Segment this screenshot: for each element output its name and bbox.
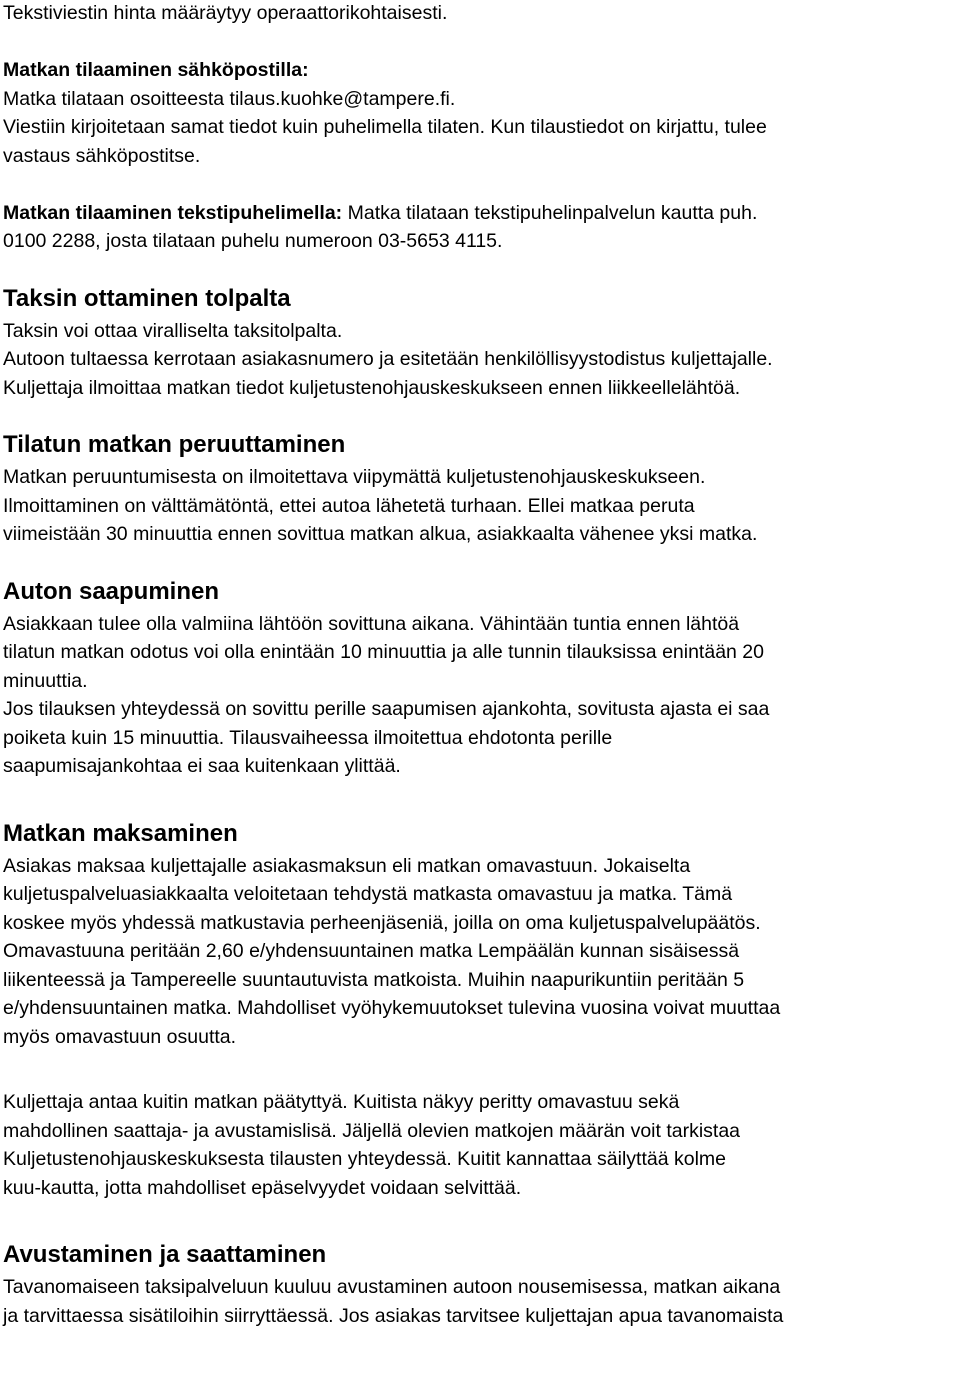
paragraph-line: Tavanomaiseen taksipalveluun kuuluu avustaminen autoon nousemisessa, matkan aikana — [3, 1276, 781, 1298]
paragraph-line: Autoon tultaessa kerrotaan asiakasnumero ja esitetään henkilöllisyystodistus kuljettajalle. — [3, 348, 773, 370]
spacer — [3, 28, 958, 57]
paragraph-line: Omavastuuna peritään 2,60 e/yhdensuuntainen matka Lempäälän kunnan sisäisessä — [3, 940, 740, 962]
paragraph-line: Matkan peruuntumisesta on ilmoitettava viipymättä kuljetustenohjauskeskukseen. — [3, 466, 706, 488]
paragraph-line: Matka tilataan osoitteesta tilaus.kuohke@tampere.fi. — [3, 87, 456, 110]
paragraph-line: Kuljettaja antaa kuitin matkan päätyttyä. Kuitista näkyy peritty omavastuu sekä — [3, 1091, 680, 1113]
payment-section — [3, 819, 958, 1203]
intro-text: Tekstiviestin hinta määräytyy operaattorikohtaisesti. — [3, 2, 448, 24]
textphone-order-line — [3, 199, 958, 228]
paragraph-line: Jos tilauksen yhteydessä on sovittu perille saapumisen ajankohta, sovitusta ajasta ei saa — [3, 698, 770, 720]
section-heading: Avustaminen ja saattaminen — [3, 1241, 327, 1268]
paragraph-line: koskee myös yhdessä matkustavia perheenjäseniä, joilla on oma kuljetuspalvelupäätös. — [3, 911, 761, 934]
section-heading: Taksin ottaminen tolpalta — [3, 284, 291, 312]
paragraph-line: e/yhdensuuntainen matka. Mahdolliset vyöhykemuutokset tulevina vuosina voivat muuttaa — [3, 997, 781, 1019]
paragraph-line: kuu-kautta, jotta mahdolliset epäselvyydet voidaan selvittää. — [3, 1176, 522, 1199]
assistance-section — [3, 1240, 958, 1330]
spacer — [3, 781, 958, 819]
section-heading: Matkan maksaminen — [3, 819, 238, 847]
paragraph-line: 0100 2288, josta tilataan puhelu numeroon 03-5653 4115. — [3, 230, 503, 252]
paragraph-line: minuuttia. — [3, 669, 88, 692]
paragraph-line: myös omavastuun osuutta. — [3, 1025, 237, 1048]
paragraph-line: Kuljettaja ilmoittaa matkan tiedot kuljetustenohjauskeskukseen ennen liikkeellelähtöä. — [3, 376, 741, 399]
spacer — [3, 1051, 958, 1088]
paragraph-line: Taksin voi ottaa viralliselta taksitolpalta. — [3, 319, 343, 342]
cancellation-section — [3, 430, 958, 549]
paragraph-line: vastaus sähköpostitse. — [3, 144, 201, 167]
document-page — [3, 0, 958, 1330]
paragraph-line: liikenteessä ja Tampereelle suuntautuvista matkoista. Muihin naapurikuntiin peritään 5 — [3, 968, 745, 991]
paragraph-line: Asiakas maksaa kuljettajalle asiakasmaksun eli matkan omavastuun. Jokaiselta — [3, 854, 691, 877]
paragraph-line: Ilmoittaminen on välttämätöntä, ettei autoa lähetetä turhaan. Ellei matkaa peruta — [3, 494, 695, 517]
spacer — [3, 1202, 958, 1240]
spacer — [3, 256, 958, 284]
paragraph-line: saapumisajankohtaa ei saa kuitenkaan ylittää. — [3, 755, 401, 777]
paragraph-line: tilatun matkan odotus voi olla enintään 10 minuuttia ja alle tunnin tilauksissa enintään 20 — [3, 641, 764, 663]
spacer — [3, 170, 958, 199]
section-heading: Auton saapuminen — [3, 577, 220, 605]
paragraph-line: poiketa kuin 15 minuuttia. Tilausvaiheessa ilmoitettua ehdotonta perille — [3, 726, 613, 749]
paragraph-line: viimeistään 30 minuuttia ennen sovittua matkan alkua, asiakkaalta vähenee yksi matka. — [3, 523, 758, 545]
textphone-order-title: Matkan tilaaminen tekstipuhelimella: — [3, 201, 343, 224]
textphone-order-section — [3, 199, 958, 256]
paragraph-line: kuljetuspalveluasiakkaalta veloitetaan tehdystä matkasta omavastuu ja matka. Tämä — [3, 883, 733, 905]
paragraph-line: ja tarvittaessa sisätiloihin siirryttäessä. Jos asiakas tarvitsee kuljettajan apua tavanomaista — [3, 1304, 784, 1327]
paragraph-line: Kuljetustenohjauskeskuksesta tilausten yhteydessä. Kuitit kannattaa säilyttää kolme — [3, 1148, 726, 1170]
email-order-title: Matkan tilaaminen sähköpostilla: — [3, 59, 309, 81]
paragraph-line: Asiakkaan tulee olla valmiina lähtöön sovittuna aikana. Vähintään tuntia ennen lähtöä — [3, 612, 740, 635]
taxi-stand-section — [3, 284, 958, 403]
textphone-order-text: Matka tilataan tekstipuhelinpalvelun kautta puh. — [342, 201, 758, 224]
spacer — [3, 402, 958, 430]
arrival-section — [3, 577, 958, 781]
email-order-section — [3, 56, 958, 170]
paragraph-line: Viestiin kirjoitetaan samat tiedot kuin puhelimella tilaten. Kun tilaustiedot on kirjattu, tulee — [3, 116, 767, 138]
spacer — [3, 549, 958, 577]
section-heading: Tilatun matkan peruuttaminen — [3, 431, 346, 458]
paragraph-line: mahdollinen saattaja- ja avustamislisä. Jäljellä olevien matkojen määrän voit tarkistaa — [3, 1119, 741, 1142]
